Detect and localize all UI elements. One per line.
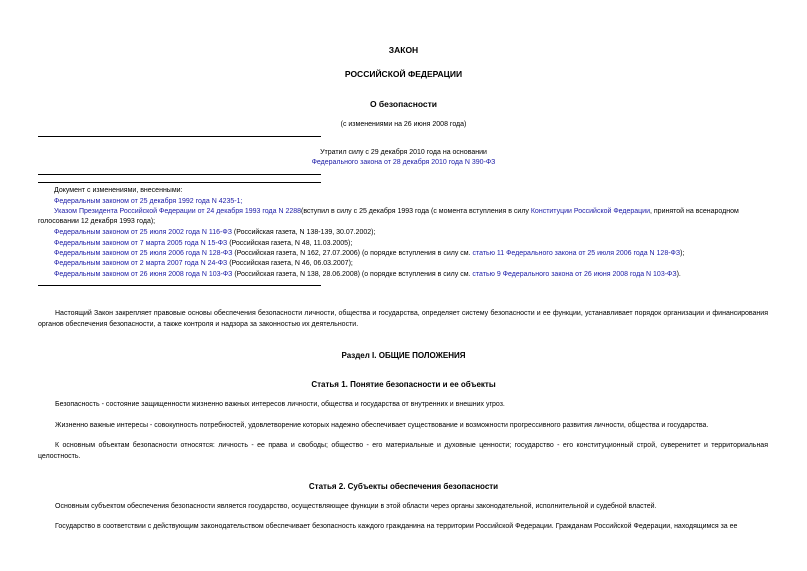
amendment-continuation: голосовании 12 декабря 1993 года); [38, 218, 156, 225]
amendment-link[interactable]: Федеральным законом от 25 июля 2006 года N 128-ФЗ [54, 250, 233, 257]
amendment-item [54, 228, 375, 237]
amendments-intro: Документ с изменениями, внесенными: [54, 187, 183, 194]
amendment-text: (Российская газета, N 162, 27.07.2006) (о порядке вступления в силу см. [232, 250, 473, 257]
amendment-link[interactable]: Федеральным законом от 7 марта 2005 года N 15-ФЗ [54, 240, 228, 247]
amendment-link[interactable]: Федеральным законом от 25 декабря 1992 года N 4235-1; [54, 198, 243, 205]
amendment-link[interactable]: Федеральным законом от 26 июня 2008 года N 103-ФЗ [54, 271, 233, 278]
amendment-text: (Российская газета, N 46, 06.03.2007); [227, 260, 353, 267]
constitution-link[interactable]: Конституции Российской Федерации [530, 208, 650, 215]
amendment-item [54, 207, 739, 216]
article-paragraph: Жизненно важные интересы - совокупность потребностей, удовлетворение которых надежно обеспечивает существование и возможности прогрессивного развития личности, общества и государства. [55, 422, 709, 429]
amendment-text: , принятой на всенародном [650, 208, 739, 215]
divider [38, 182, 321, 183]
divider [38, 136, 321, 137]
invalidation-line: Утратил силу с 29 декабря 2010 года на основании [320, 149, 487, 156]
article-paragraph: Безопасность - состояние защищенности жизненно важных интересов личности, общества и государства от внутренних и внешних угроз. [55, 401, 505, 408]
article-paragraph: К основным объектам безопасности относятся: личность - ее права и свободы; общество - его материальные и духовные ценности; государство - его конституционный строй, суверенитет и территориальная целостность. [38, 442, 768, 460]
article-heading: Статья 1. Понятие безопасности и ее объекты [311, 380, 496, 389]
federation-title: РОССИЙСКОЙ ФЕДЕРАЦИИ [344, 69, 463, 79]
section-heading: Раздел I. ОБЩИЕ ПОЛОЖЕНИЯ [341, 351, 466, 360]
amendment-item [54, 259, 353, 268]
amendment-text: (Российская газета, N 48, 11.03.2005); [227, 240, 353, 247]
amendment-item [54, 249, 684, 258]
preamble-paragraph: Настоящий Закон закрепляет правовые основы обеспечения безопасности личности, общества и государства, определяет систему безопасности и ее функции, устанавливает порядок организации и финансирования органов обеспечения безопасности, а также контроля и надзора за законностью их деятельности. [38, 310, 768, 328]
divider [38, 285, 321, 286]
amendment-link[interactable]: Федеральным законом от 2 марта 2007 года N 24-ФЗ [54, 260, 228, 267]
amendment-text: (вступил в силу с 25 декабря 1993 года (с момента вступления в силу [301, 208, 531, 215]
article-heading: Статья 2. Субъекты обеспечения безопасности [308, 482, 499, 491]
amendment-item [54, 197, 242, 206]
invalidation-link[interactable]: Федерального закона от 28 декабря 2010 года N 390-ФЗ [311, 159, 496, 166]
amendment-link[interactable]: Федеральным законом от 25 июля 2002 года N 116-ФЗ [54, 229, 232, 236]
article-reference-link[interactable]: статью 9 Федерального закона от 26 июня 2008 года N 103-ФЗ [472, 271, 677, 278]
amendment-link[interactable]: Указом Президента Российской Федерации от 24 декабря 1993 года N 2288 [54, 208, 302, 215]
amendment-text: (Российская газета, N 138-139, 30.07.2002); [231, 229, 376, 236]
article-paragraph: Государство в соответствии с действующим законодательством обеспечивает безопасность каждого гражданина на территории Российской Федерации. Гражданам Российской Федерации, находящимся за ее [55, 523, 738, 530]
amended-note: (с изменениями на 26 июня 2008 года) [340, 121, 467, 128]
amendment-text: (Российская газета, N 138, 28.06.2008) (о порядке вступления в силу см. [232, 271, 473, 278]
divider [38, 174, 321, 175]
amendment-item [54, 239, 352, 248]
amendment-text: ). [676, 271, 681, 278]
law-title: ЗАКОН [388, 45, 419, 55]
amendment-item [54, 270, 681, 279]
amendment-text: ); [680, 250, 685, 257]
article-reference-link[interactable]: статью 11 Федерального закона от 25 июля 2006 года N 128-ФЗ [472, 250, 681, 257]
law-subject: О безопасности [369, 99, 438, 109]
article-paragraph: Основным субъектом обеспечения безопасности является государство, осуществляющее функции в этой области через органы законодательной, исполнительной и судебной властей. [55, 503, 657, 510]
